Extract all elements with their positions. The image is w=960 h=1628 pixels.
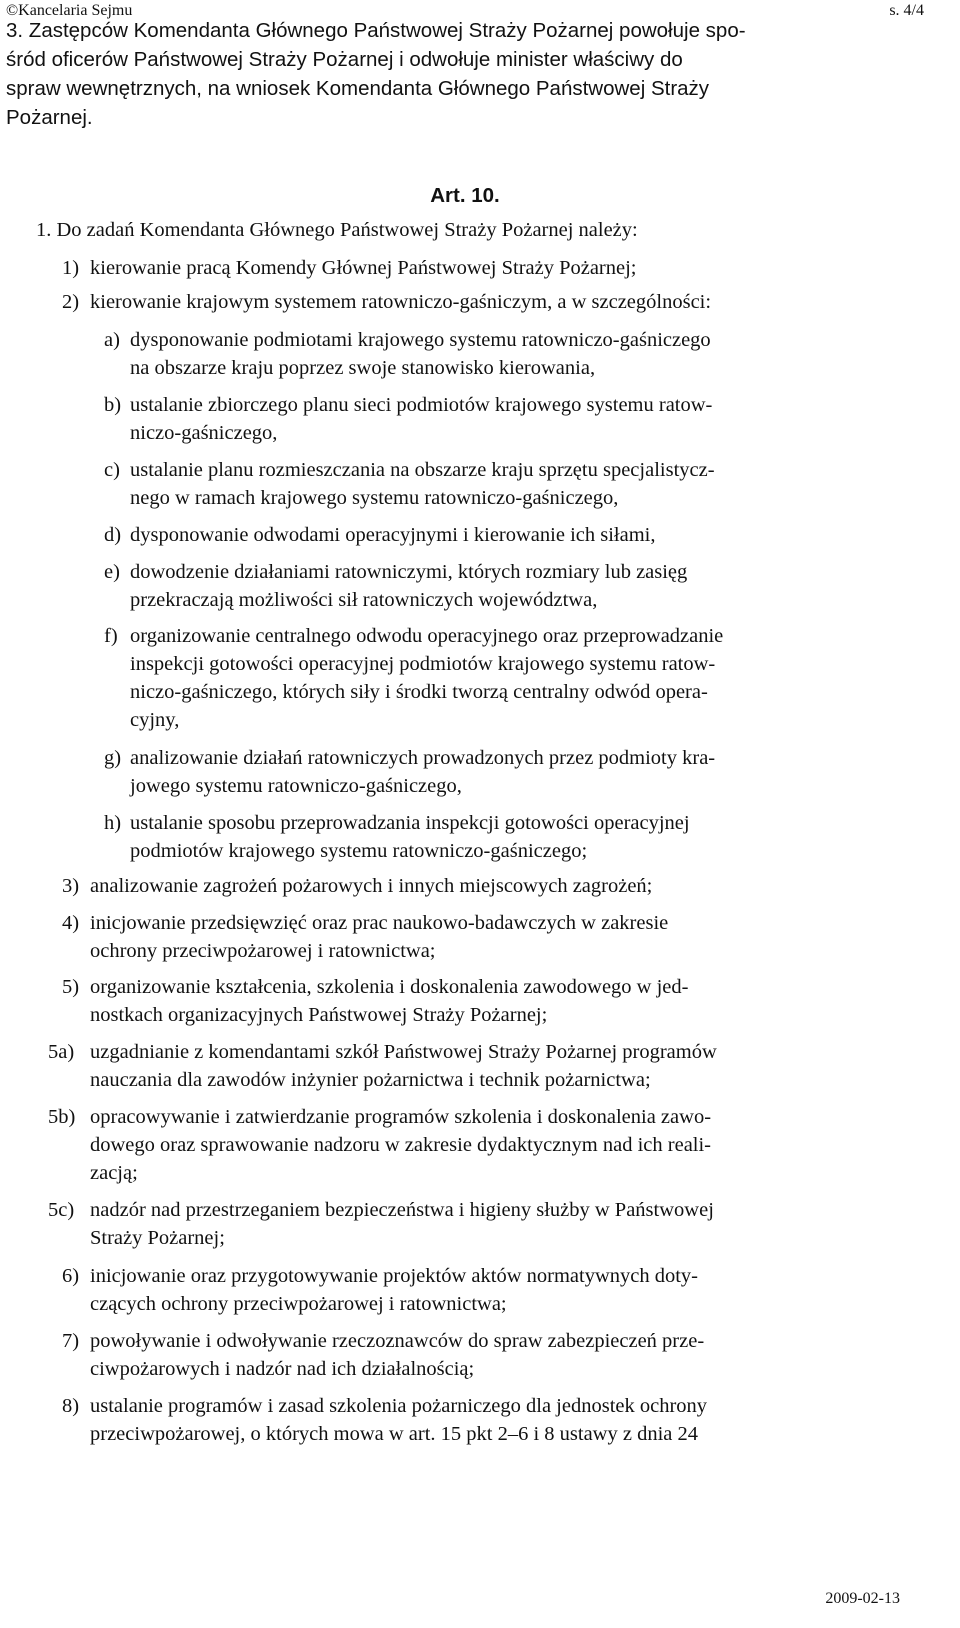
item-number: 1)	[62, 257, 80, 279]
item-line: nego w ramach krajowego systemu ratowniczo-gaśniczego,	[130, 487, 619, 509]
item-line: nadzór nad przestrzeganiem bezpieczeństwa i higieny służby w Państwowej	[90, 1199, 714, 1221]
item-line: ustalanie sposobu przeprowadzania inspekcji gotowości operacyjnej	[130, 812, 690, 834]
subitem-letter: c)	[104, 459, 120, 481]
item-line: ochrony przeciwpożarowej i ratownictwa;	[90, 940, 436, 962]
item-line: organizowanie kształcenia, szkolenia i doskonalenia zawodowego w jed-	[90, 976, 689, 998]
item-line: ustalanie zbiorczego planu sieci podmiotów krajowego systemu ratow-	[130, 394, 713, 416]
item-number: 5)	[62, 976, 80, 998]
list-item	[48, 1103, 838, 1187]
item-line: analizowanie zagrożeń pożarowych i innych miejscowych zagrożeń;	[90, 875, 653, 897]
item-line: powoływanie i odwoływanie rzeczoznawców do spraw zabezpieczeń prze-	[90, 1330, 705, 1352]
item-number: 2)	[62, 291, 80, 313]
item-number: 5a)	[48, 1041, 75, 1063]
item-line: inspekcji gotowości operacyjnej podmiotów krajowego systemu ratow-	[130, 653, 716, 675]
subitem-letter: g)	[104, 747, 122, 769]
list-subitem	[104, 456, 838, 512]
list-item	[62, 288, 838, 316]
item-line: ustalanie programów i zasad szkolenia pożarniczego dla jednostek ochrony	[90, 1395, 708, 1417]
item-line: dowodzenie działaniami ratowniczymi, których rozmiary lub zasięg	[130, 561, 688, 583]
list-item	[62, 254, 838, 282]
item-line: na obszarze kraju poprzez swoje stanowisko kierowania,	[130, 357, 596, 379]
item-number: 4)	[62, 912, 80, 934]
list-item	[62, 1392, 838, 1448]
page-number: s. 4/4	[889, 2, 924, 19]
item-number: 6)	[62, 1265, 80, 1287]
item-line: ciwpożarowych i nadzór nad ich działalnością;	[90, 1358, 475, 1380]
subitem-letter: b)	[104, 394, 122, 416]
article-lead: 1. Do zadań Komendanta Głównego Państwowej Straży Pożarnej należy:	[36, 219, 638, 241]
paragraph-line: spraw wewnętrznych, na wniosek Komendanta Głównego Państwowej Straży	[6, 77, 710, 100]
item-line: kierowanie pracą Komendy Głównej Państwowej Straży Pożarnej;	[90, 257, 637, 279]
item-line: przekraczają możliwości sił ratowniczych województwa,	[130, 589, 598, 611]
subitem-letter: f)	[104, 625, 118, 647]
item-line: niczo-gaśniczego, których siły i środki tworzą centralny odwód opera-	[130, 681, 708, 703]
item-line: kierowanie krajowym systemem ratowniczo-gaśniczym, a w szczególności:	[90, 291, 712, 313]
list-item	[48, 1038, 838, 1094]
item-line: opracowywanie i zatwierdzanie programów szkolenia i doskonalenia zawo-	[90, 1106, 712, 1128]
subitem-letter: a)	[104, 329, 120, 351]
subitem-letter: h)	[104, 812, 122, 834]
item-line: organizowanie centralnego odwodu operacyjnego oraz przeprowadzanie	[130, 625, 724, 647]
list-subitem	[104, 521, 838, 549]
item-line: przeciwpożarowej, o których mowa w art. 15 pkt 2–6 i 8 ustawy z dnia 24	[90, 1423, 699, 1445]
list-item	[62, 1262, 838, 1318]
item-line: cyjny,	[130, 709, 180, 731]
item-line: zacją;	[90, 1162, 138, 1184]
item-number: 7)	[62, 1330, 80, 1352]
subitem-letter: d)	[104, 524, 122, 546]
item-number: 5b)	[48, 1106, 76, 1128]
item-line: niczo-gaśniczego,	[130, 422, 278, 444]
list-subitem	[104, 744, 838, 800]
list-item	[48, 1196, 838, 1252]
list-item	[62, 872, 838, 900]
item-line: nostkach organizacyjnych Państwowej Straży Pożarnej;	[90, 1004, 548, 1026]
item-line: podmiotów krajowego systemu ratowniczo-gaśniczego;	[130, 840, 588, 862]
header-left: ©Kancelaria Sejmu	[6, 2, 133, 19]
paragraph-line: śród oficerów Państwowej Straży Pożarnej i odwołuje minister właściwy do	[6, 48, 683, 71]
list-subitem	[104, 326, 838, 382]
list-subitem	[104, 622, 838, 734]
list-subitem	[104, 809, 838, 865]
item-line: inicjowanie przedsięwzięć oraz prac naukowo-badawczych w zakresie	[90, 912, 669, 934]
list-subitem	[104, 391, 838, 447]
list-item	[62, 909, 838, 965]
item-line: dowego oraz sprawowanie nadzoru w zakresie dydaktycznym nad ich reali-	[90, 1134, 712, 1156]
item-line: dysponowanie podmiotami krajowego systemu ratowniczo-gaśniczego	[130, 329, 711, 351]
footer-date: 2009-02-13	[825, 1590, 900, 1607]
item-line: czących ochrony przeciwpożarowej i ratownictwa;	[90, 1293, 507, 1315]
article-title: Art. 10.	[430, 184, 500, 207]
item-number: 8)	[62, 1395, 80, 1417]
paragraph-line: 3. Zastępców Komendanta Głównego Państwowej Straży Pożarnej powołuje spo-	[6, 19, 746, 42]
item-line: ustalanie planu rozmieszczania na obszarze kraju sprzętu specjalistycz-	[130, 459, 715, 481]
list-subitem	[104, 558, 838, 614]
item-number: 3)	[62, 875, 80, 897]
item-line: nauczania dla zawodów inżynier pożarnictwa i technik pożarnictwa;	[90, 1069, 651, 1091]
item-line: dysponowanie odwodami operacyjnymi i kierowanie ich siłami,	[130, 524, 656, 546]
item-line: jowego systemu ratowniczo-gaśniczego,	[130, 775, 462, 797]
paragraph-line: Pożarnej.	[6, 106, 93, 129]
item-line: analizowanie działań ratowniczych prowadzonych przez podmioty kra-	[130, 747, 716, 769]
item-line: inicjowanie oraz przygotowywanie projektów aktów normatywnych doty-	[90, 1265, 698, 1287]
item-number: 5c)	[48, 1199, 75, 1221]
item-line: Straży Pożarnej;	[90, 1227, 225, 1249]
paragraph-3	[6, 16, 868, 132]
item-line: uzgadnianie z komendantami szkół Państwowej Straży Pożarnej programów	[90, 1041, 717, 1063]
list-item	[62, 1327, 838, 1383]
list-item	[62, 973, 838, 1029]
subitem-letter: e)	[104, 561, 120, 583]
